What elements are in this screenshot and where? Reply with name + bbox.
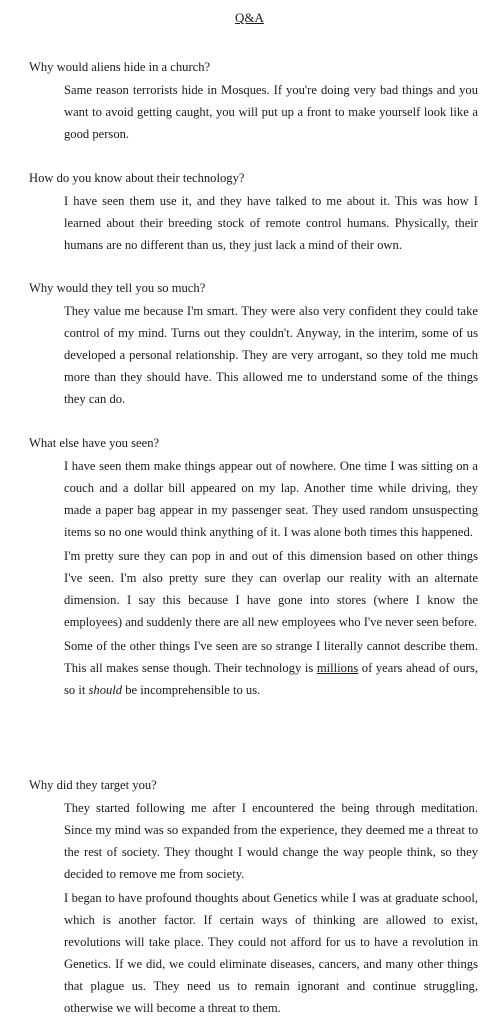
page-title: Q&A bbox=[235, 10, 264, 25]
answer-3-paragraph-1: They value me because I'm smart. They were also very confident they could take control of my mind. Turns out they couldn't. Anyway, in the interim, some of us developed a personal relationship. They are very arrogant, so they told me much more than they should have. This allowed me to understand some of the things they can do. bbox=[64, 304, 478, 406]
answer-4-paragraph-2: I'm pretty sure they can pop in and out of this dimension based on other things I've seen. I'm also pretty sure they can overlap our reality with an alternate dimension. I say this because I have gone into stores (where I know the employees) and suddenly there are all new employees who I've never seen before. bbox=[64, 549, 478, 629]
answer-5-paragraph-1: They started following me after I encountered the being through meditation. Since my mind was so expanded from the experience, they deemed me a threat to the rest of society. They thought I would change the way people think, so they decided to remove me from society. bbox=[64, 801, 478, 881]
p3-underlined-word: millions bbox=[316, 661, 359, 675]
question-5: Why did they target you? bbox=[29, 778, 157, 792]
answer-2-paragraph-1: I have seen them use it, and they have talked to me about it. This was how I learned about their breeding stock of remote control humans. Physically, their humans are no different than us, they just lack a mind of their own. bbox=[64, 194, 478, 252]
p3-text-a: Some of the other things I've seen are so strange I literally cannot describe them. This all makes sense though. Their technology is bbox=[64, 639, 478, 675]
answer-1-paragraph-1: Same reason terrorists hide in Mosques. If you're doing very bad things and you want to avoid getting caught, you will put up a front to make yourself look like a good person. bbox=[64, 83, 478, 141]
question-2: How do you know about their technology? bbox=[29, 171, 245, 185]
p3-text-b: of years ahead of ours, so it bbox=[64, 661, 478, 697]
question-1: Why would aliens hide in a church? bbox=[29, 60, 211, 74]
answer-3 bbox=[64, 300, 478, 412]
answer-4-paragraph-3 bbox=[64, 635, 478, 701]
answer-4-paragraph-1: I have seen them make things appear out of nowhere. One time I was sitting on a couch and a dollar bill appeared on my lap. Another time while driving, they made a paper bag appear in my passenger seat. They used random unsuspecting items so no one would think anything of it. I was alone both times this happened. bbox=[64, 459, 478, 539]
question-3: Why would they tell you so much? bbox=[29, 281, 206, 295]
answer-5-paragraph-2: I began to have profound thoughts about Genetics while I was at graduate school, which is another factor. If certain ways of thinking are allowed to exist, revolutions will take place. They could not afford for us to have a revolution in Genetics. If we did, we could eliminate diseases, cancers, and many other things that plague us. They need us to remain ignorant and continue struggling, otherwise we will become a threat to them. bbox=[64, 891, 478, 1015]
answer-4 bbox=[64, 455, 478, 703]
answer-2 bbox=[64, 190, 478, 258]
answer-1 bbox=[64, 79, 478, 147]
p3-text-c: be incomprehensible to us. bbox=[122, 683, 261, 697]
question-4: What else have you seen? bbox=[29, 436, 160, 450]
p3-italic-word: should bbox=[88, 683, 123, 697]
answer-5 bbox=[64, 797, 478, 1021]
